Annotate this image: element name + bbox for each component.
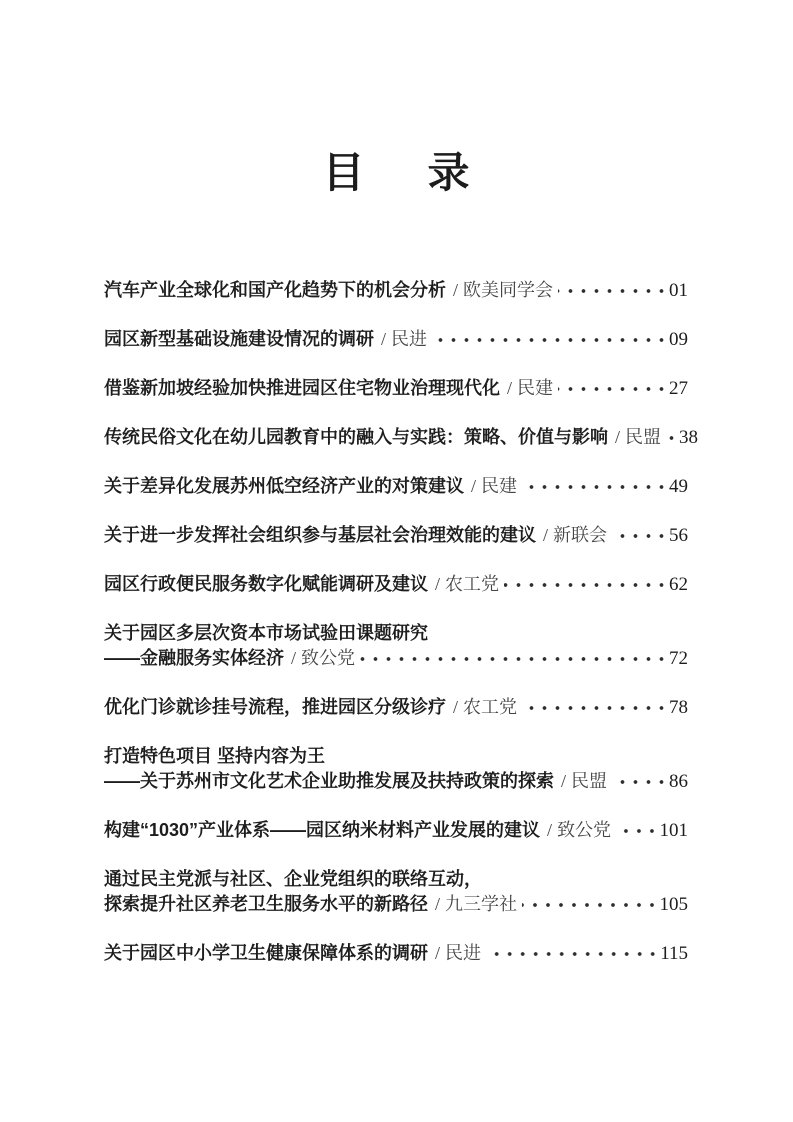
entry-main-line <box>104 695 688 720</box>
entry-separator: / <box>453 697 459 717</box>
entry-title: 借鉴新加坡经验加快推进园区住宅物业治理现代化 <box>104 378 500 398</box>
entry-title: 关于差异化发展苏州低空经济产业的对策建议 <box>104 476 464 496</box>
entry-title: 关于进一步发挥社会组织参与基层社会治理效能的建议 <box>104 525 536 545</box>
entry-separator: / <box>561 771 567 791</box>
entry-page-number: 62 <box>669 574 688 595</box>
entry-author: 民进 <box>391 329 428 349</box>
entry-main-line <box>104 523 688 548</box>
entry-separator: / <box>507 378 513 398</box>
toc-entry <box>104 376 688 401</box>
entry-separator: / <box>435 943 441 963</box>
entry-separator: / <box>381 329 387 349</box>
entry-author: 民盟 <box>625 427 662 447</box>
entry-main-line <box>104 425 699 450</box>
entry-author: 民建 <box>481 476 518 496</box>
dot-leader <box>432 333 668 347</box>
entry-title: 构建“1030”产业体系——园区纳米材料产业发展的建议 <box>104 820 541 840</box>
entry-title-extra-lines <box>104 621 688 646</box>
entry-main-line <box>104 278 688 303</box>
entry-page-number: 38 <box>679 427 699 448</box>
entry-page-number: 78 <box>669 697 688 718</box>
entry-author: 致公党 <box>301 648 356 668</box>
entry-main-line <box>104 474 688 499</box>
dot-leader <box>522 898 658 912</box>
entry-separator: / <box>543 525 549 545</box>
dot-leader <box>666 431 678 445</box>
entry-page-number: 72 <box>669 648 688 669</box>
entry-author: 致公党 <box>557 820 612 840</box>
entry-main-line <box>104 646 688 671</box>
entry-title-extra-lines <box>104 867 688 892</box>
toc-entry <box>104 867 688 917</box>
dot-leader <box>486 947 659 961</box>
entry-title: ——金融服务实体经济 <box>104 648 284 668</box>
dot-leader <box>558 382 668 396</box>
entry-page-number: 105 <box>659 894 688 915</box>
toc-entry <box>104 425 699 450</box>
toc-entry <box>104 572 688 597</box>
dot-leader <box>360 652 668 666</box>
entry-title: ——关于苏州市文化艺术企业助推发展及扶持政策的探索 <box>104 771 554 791</box>
entry-author: 民建 <box>517 378 554 398</box>
entry-main-line <box>104 572 688 597</box>
entry-title-line: 关于园区多层次资本市场试验田课题研究 <box>104 623 428 643</box>
entry-separator: / <box>435 894 441 914</box>
entry-separator: / <box>453 280 459 300</box>
entry-separator: / <box>291 648 297 668</box>
toc-entry <box>104 818 688 843</box>
toc-entry <box>104 744 688 794</box>
entry-page-number: 01 <box>669 280 688 301</box>
dot-leader <box>612 529 668 543</box>
toc-entry <box>104 523 688 548</box>
toc-entry <box>104 278 688 303</box>
entry-author: 新联会 <box>553 525 608 545</box>
entry-title: 探索提升社区养老卫生服务水平的新路径 <box>104 894 428 914</box>
entry-title: 传统民俗文化在幼儿园教育中的融入与实践：策略、价值与影响 <box>104 427 608 447</box>
entry-main-line <box>104 941 688 966</box>
entry-title: 园区新型基础设施建设情况的调研 <box>104 329 374 349</box>
entry-page-number: 115 <box>660 943 688 964</box>
entry-separator: / <box>615 427 621 447</box>
entry-title: 关于园区中小学卫生健康保障体系的调研 <box>104 943 428 963</box>
entry-author: 欧美同学会 <box>463 280 554 300</box>
entry-page-number: 49 <box>669 476 688 497</box>
toc-entry <box>104 621 688 671</box>
entry-title-extra-lines <box>104 744 688 769</box>
entry-author: 民进 <box>445 943 482 963</box>
toc-content <box>104 0 699 966</box>
entry-author: 九三学社 <box>445 894 518 914</box>
dot-leader <box>612 775 668 789</box>
entry-title: 汽车产业全球化和国产化趋势下的机会分析 <box>104 280 446 300</box>
entry-main-line <box>104 327 688 352</box>
entry-separator: / <box>471 476 477 496</box>
entry-main-line <box>104 376 688 401</box>
entry-page-number: 86 <box>669 771 688 792</box>
toc-entry <box>104 941 688 966</box>
entry-page-number: 27 <box>669 378 688 399</box>
entry-title: 优化门诊就诊挂号流程，推进园区分级诊疗 <box>104 697 446 717</box>
entry-separator: / <box>435 574 441 594</box>
entry-author: 农工党 <box>463 697 518 717</box>
entry-separator: / <box>547 820 553 840</box>
toc-entry <box>104 695 688 720</box>
entry-author: 民盟 <box>571 771 608 791</box>
entry-page-number: 09 <box>669 329 688 350</box>
entry-title-line: 打造特色项目 坚持内容为王 <box>104 746 325 766</box>
dot-leader <box>522 480 668 494</box>
entry-title-line: 通过民主党派与社区、企业党组织的联络互动， <box>104 869 482 889</box>
toc-list <box>104 278 699 966</box>
entry-page-number: 56 <box>669 525 688 546</box>
dot-leader <box>522 701 668 715</box>
entry-main-line <box>104 769 688 794</box>
dot-leader <box>558 284 668 298</box>
entry-main-line <box>104 818 688 843</box>
entry-title: 园区行政便民服务数字化赋能调研及建议 <box>104 574 428 594</box>
dot-leader <box>616 824 658 838</box>
toc-entry <box>104 474 688 499</box>
entry-author: 农工党 <box>445 574 500 594</box>
dot-leader <box>504 578 668 592</box>
entry-main-line <box>104 892 688 917</box>
toc-title: 目录 <box>322 151 533 197</box>
toc-entry <box>104 327 688 352</box>
entry-page-number: 101 <box>659 820 688 841</box>
